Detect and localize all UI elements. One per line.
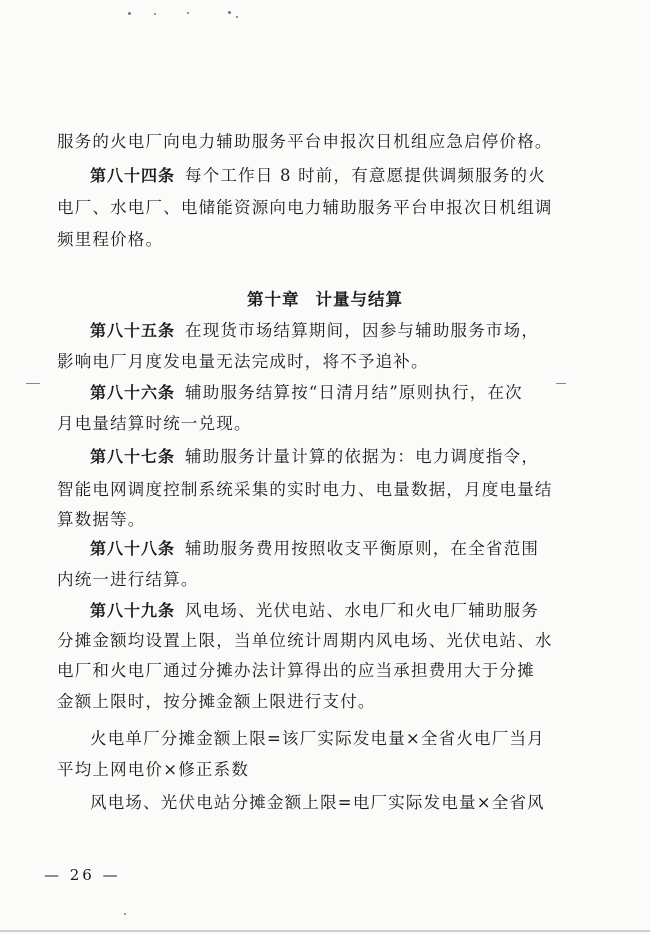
scan-speck: [154, 13, 156, 15]
text-line: 月电量结算时统一兑现。: [57, 414, 252, 433]
article-89: [90, 601, 539, 621]
text-line: 平均上网电价×修正系数: [57, 760, 250, 779]
text-line: 分摊金额均设置上限，当单位统计周期内风电场、光伏电站、水: [57, 631, 553, 650]
scan-speck: [187, 12, 189, 14]
text-line: 频里程价格。: [57, 230, 164, 249]
text-line: 算数据等。: [57, 510, 146, 529]
text-line: 影响电厂月度发电量无法完成时，将不予追补。: [57, 352, 429, 371]
article-86: [90, 383, 523, 403]
article-85: [90, 321, 539, 341]
text-line: 智能电网调度控制系统采集的实时电力、电量数据，月度电量结: [57, 480, 553, 499]
article-text: 辅助服务费用按照收支平衡原则，在全省范围: [185, 539, 540, 558]
text-line: 电厂和火电厂通过分摊办法计算得出的应当承担费用大于分摊: [57, 661, 535, 680]
article-88: [90, 539, 539, 559]
article-87: [90, 447, 539, 467]
article-text: 辅助服务结算按“日清月结”原则执行，在次: [185, 383, 523, 402]
article-text: 辅助服务计量计算的依据为：电力调度指令，: [185, 447, 540, 466]
formula-line: 风电场、光伏电站分摊金额上限=电厂实际发电量×全省风: [90, 793, 545, 812]
chapter-heading: [0, 290, 650, 310]
article-text: 每个工作日 8 时前，有意愿提供调频服务的火: [185, 166, 546, 185]
text-line: 金额上限时，按分摊金额上限进行支付。: [57, 692, 376, 711]
chapter-number: 第十章: [247, 290, 300, 309]
article-number: 第八十九条: [90, 601, 176, 620]
article-number: 第八十六条: [90, 383, 176, 402]
scan-speck: [228, 11, 231, 14]
text-line: 电厂、水电厂、电储能资源向电力辅助服务平台申报次日机组调: [57, 198, 553, 217]
article-number: 第八十四条: [90, 166, 176, 185]
scan-speck: [124, 913, 126, 915]
article-84: [90, 166, 546, 186]
text-line: 服务的火电厂向电力辅助服务平台申报次日机组应急启停价格。: [57, 132, 553, 151]
page-number: — 26 —: [44, 866, 121, 884]
formula-line: 火电单厂分摊金额上限=该厂实际发电量×全省火电厂当月: [90, 729, 545, 748]
scan-speck: [128, 12, 131, 15]
article-number: 第八十七条: [90, 447, 176, 466]
text-line: 内统一进行结算。: [57, 570, 199, 589]
scan-mark: [556, 383, 566, 384]
scan-edge: [0, 930, 650, 932]
article-number: 第八十八条: [90, 539, 176, 558]
article-number: 第八十五条: [90, 321, 176, 340]
article-text: 在现货市场结算期间，因参与辅助服务市场，: [185, 321, 540, 340]
chapter-title: 计量与结算: [315, 290, 403, 309]
scan-speck: [236, 16, 238, 18]
scan-mark: [26, 383, 40, 384]
article-text: 风电场、光伏电站、水电厂和火电厂辅助服务: [185, 601, 540, 620]
